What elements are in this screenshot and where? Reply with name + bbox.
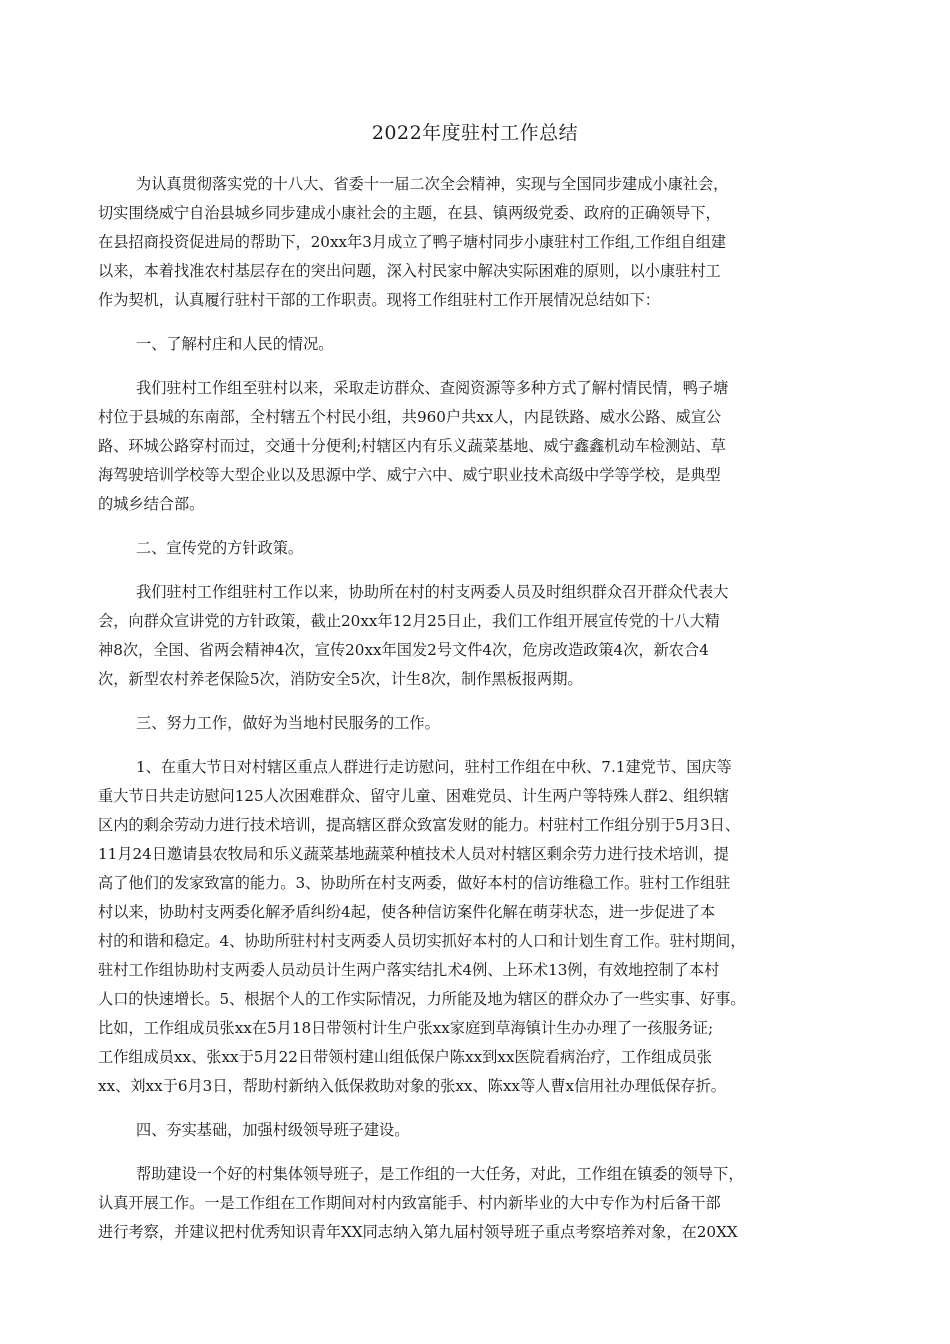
paragraph	[98, 1116, 863, 1145]
paragraph-line: 1、在重大节日对村辖区重点人群进行走访慰问，驻村工作组在中秋、7.1建党节、国庆等	[136, 758, 732, 776]
paragraph-line: 进行考察，并建议把村优秀知识青年XX同志纳入第九届村领导班子重点考察培养对象，在20XX	[98, 1223, 738, 1241]
paragraph-line: 为认真贯彻落实党的十八大、省委十一届二次全会精神，实现与全国同步建成小康社会，	[136, 175, 729, 193]
paragraph	[98, 330, 863, 359]
paragraph-line: 驻村工作组协助村支两委人员动员计生两户落实结扎术4例、上环术13例，有效地控制了本村	[98, 961, 720, 979]
paragraph-line: xx、刘xx于6月3日，帮助村新纳入低保救助对象的张xx、陈xx等人曹x信用社办理低保存折。	[98, 1077, 726, 1095]
paragraph-line: 海驾驶培训学校等大型企业以及思源中学、威宁六中、威宁职业技术高级中学等学校，是典型	[98, 466, 721, 484]
paragraph-line: 神8次，全国、省两会精神4次，宣传20xx年国发2号文件4次，危房改造政策4次，新农合4	[98, 641, 709, 659]
paragraph	[98, 709, 863, 738]
paragraph	[98, 534, 863, 563]
paragraph-line: 以来，本着找准农村基层存在的突出问题，深入村民家中解决实际困难的原则，以小康驻村工	[98, 262, 721, 280]
document-title: 2022年度驻村工作总结	[371, 122, 579, 144]
paragraph-line: 重大节日共走访慰问125人次困难群众、留守儿童、困难党员、计生两户等特殊人群2、组织辖	[98, 787, 729, 805]
paragraph-line: 村位于县城的东南部，全村辖五个村民小组，共960户共xx人，内昆铁路、威水公路、威宣公	[98, 408, 722, 426]
paragraph-line: 二、宣传党的方针政策。	[136, 539, 304, 557]
paragraph-line: 会，向群众宣讲党的方针政策，截止20xx年12月25日止，我们工作组开展宣传党的十八大精	[98, 612, 720, 630]
paragraph	[98, 578, 863, 694]
paragraph-line: 认真开展工作。一是工作组在工作期间对村内致富能手、村内新毕业的大中专作为村后备干部	[98, 1194, 721, 1212]
paragraph-line: 在县招商投资促进局的帮助下，20xx年3月成立了鸭子塘村同步小康驻村工作组,工作组自组建	[98, 233, 727, 251]
paragraph-line: 11月24日邀请县农牧局和乐义蔬菜基地蔬菜种植技术人员对村辖区剩余劳力进行技术培训，提	[98, 845, 729, 863]
paragraph-line: 比如，工作组成员张xx在5月18日带领村计生户张xx家庭到草海镇计生办办理了一孩服务证;	[98, 1019, 714, 1037]
paragraph-line: 次，新型农村养老保险5次，消防安全5次，计生8次，制作黑板报两期。	[98, 670, 583, 688]
document-body	[98, 170, 863, 1247]
paragraph-line: 人口的快速增长。5、根据个人的工作实际情况，力所能及地为辖区的群众办了一些实事、好事。	[98, 990, 746, 1008]
paragraph	[98, 170, 863, 315]
paragraph-line: 切实围绕威宁自治县城乡同步建成小康社会的主题，在县、镇两级党委、政府的正确领导下，	[98, 204, 721, 222]
paragraph-line: 我们驻村工作组驻村工作以来，协助所在村的村支两委人员及时组织群众召开群众代表大	[136, 583, 729, 601]
paragraph	[98, 753, 863, 1101]
paragraph-line: 作为契机，认真履行驻村干部的工作职责。现将工作组驻村工作开展情况总结如下：	[98, 291, 660, 309]
paragraph-line: 一、了解村庄和人民的情况。	[136, 335, 334, 353]
paragraph-line: 高了他们的发家致富的能力。3、协助所在村支两委，做好本村的信访维稳工作。驻村工作组驻	[98, 874, 731, 892]
paragraph-line: 我们驻村工作组至驻村以来，采取走访群众、查阅资源等多种方式了解村情民情，鸭子塘	[136, 379, 729, 397]
paragraph-line: 帮助建设一个好的村集体领导班子，是工作组的一大任务，对此，工作组在镇委的领导下，	[136, 1165, 744, 1183]
paragraph-line: 工作组成员xx、张xx于5月22日带领村建山组低保户陈xx到xx医院看病治疗，工作组成员张	[98, 1048, 712, 1066]
paragraph-line: 村的和谐和稳定。4、协助所驻村村支两委人员切实抓好本村的人口和计划生育工作。驻村期间，	[98, 932, 746, 950]
paragraph-line: 的城乡结合部。	[98, 495, 205, 513]
paragraph-line: 村以来，协助村支两委化解矛盾纠纷4起，使各种信访案件化解在萌芽状态，进一步促进了本	[98, 903, 716, 921]
paragraph	[98, 1160, 863, 1247]
paragraph-line: 路、环城公路穿村而过，交通十分便利;村辖区内有乐义蔬菜基地、威宁鑫鑫机动车检测站、草	[98, 437, 726, 455]
paragraph-line: 三、努力工作，做好为当地村民服务的工作。	[136, 714, 440, 732]
paragraph	[98, 374, 863, 519]
paragraph-line: 区内的剩余劳动力进行技术培训，提高辖区群众致富发财的能力。村驻村工作组分别于5月3日、	[98, 816, 741, 834]
paragraph-line: 四、夯实基础，加强村级领导班子建设。	[136, 1121, 410, 1139]
